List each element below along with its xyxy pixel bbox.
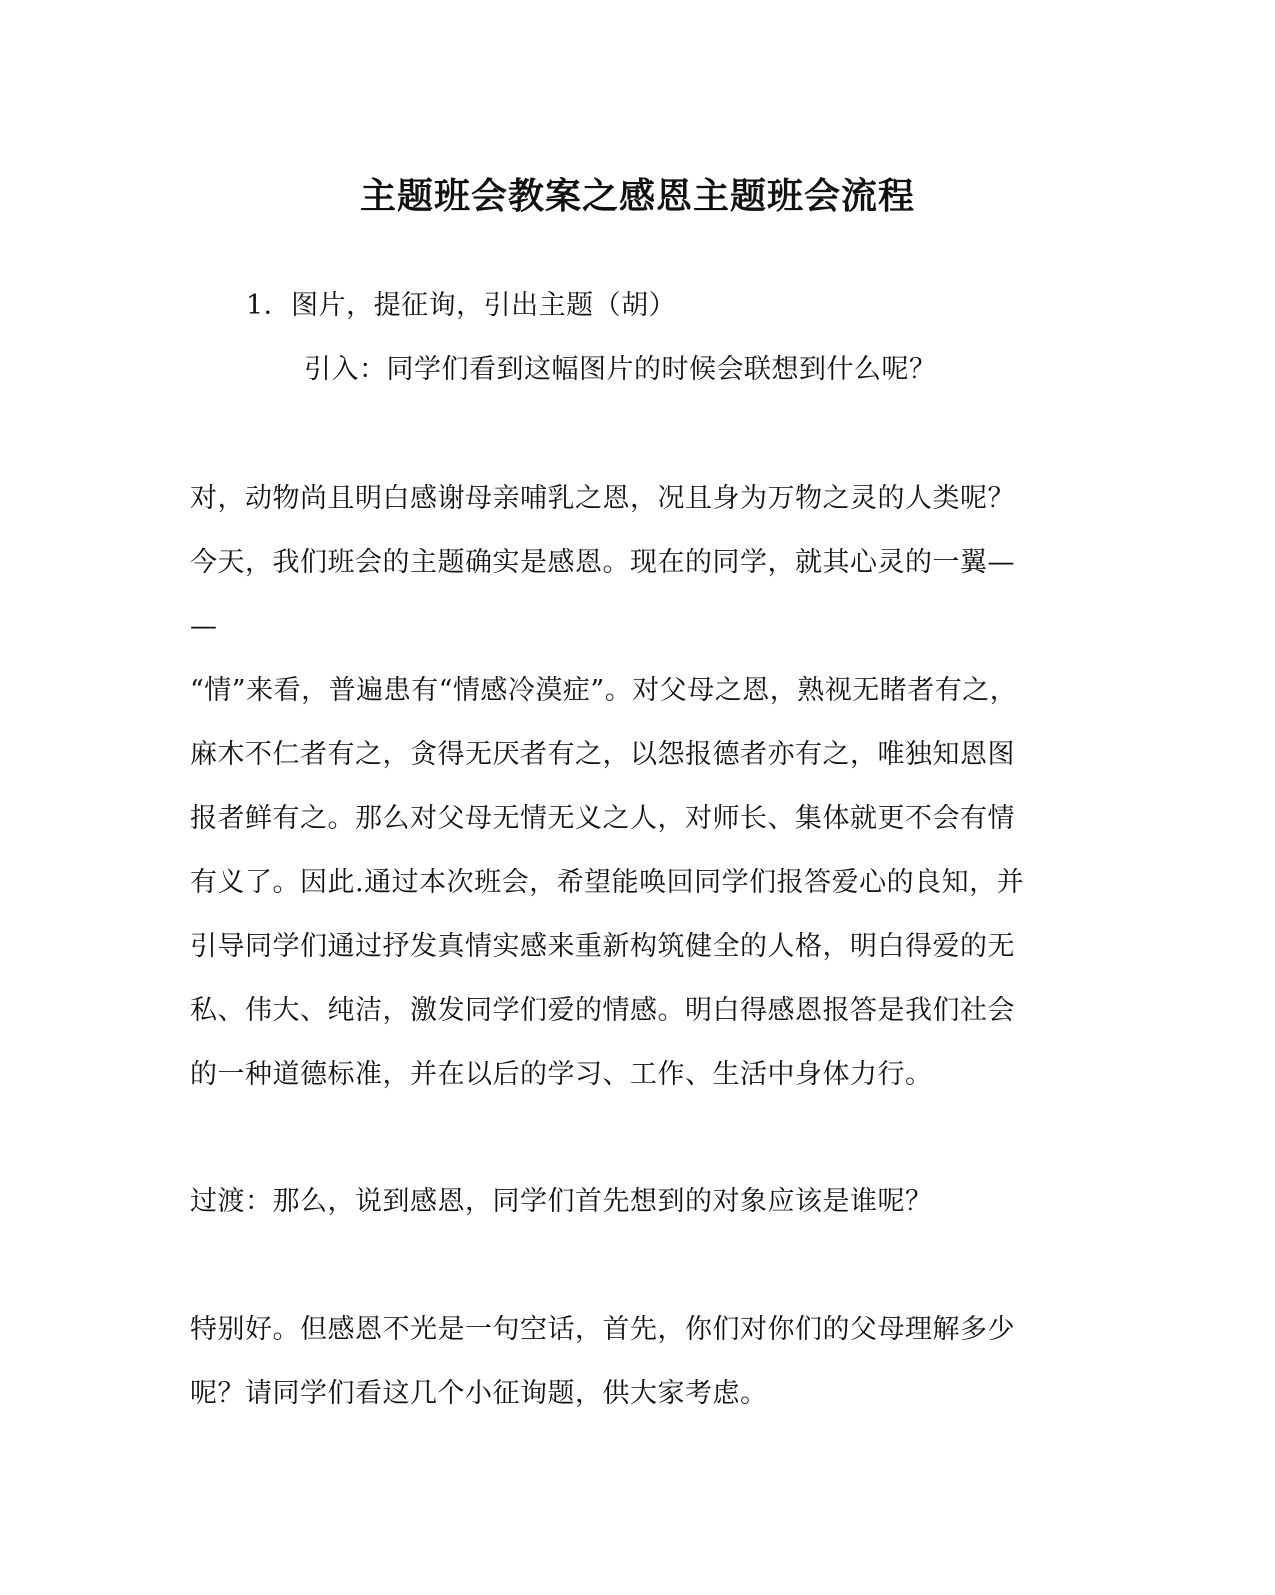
- intro-line: 引入：同学们看到这幅图片的时候会联想到什么呢？: [304, 354, 937, 385]
- paragraph-line: 麻木不仁者有之，贪得无厌者有之，以怨报德者亦有之，唯独知恩图: [190, 739, 1015, 770]
- document-title: 主题班会教案之感恩主题班会流程: [359, 175, 915, 217]
- paragraph-line: 呢？请同学们看这几个小征询题，供大家考虑。: [190, 1378, 768, 1409]
- paragraph-line: 的一种道德标准，并在以后的学习、工作、生活中身体力行。: [190, 1059, 933, 1090]
- paragraph-line: 引导同学们通过抒发真情实感来重新构筑健全的人格，明白得爱的无: [190, 931, 1015, 962]
- paragraph-line: 对，动物尚且明白感谢母亲哺乳之恩，况且身为万物之灵的人类呢？: [190, 483, 1015, 514]
- transition-line: 过渡：那么，说到感恩，同学们首先想到的对象应该是谁呢？: [190, 1186, 933, 1217]
- section-item-1: 1．图片，提征询，引出主题（胡）: [246, 290, 677, 321]
- paragraph-line: 特别好。但感恩不光是一句空话，首先，你们对你们的父母理解多少: [190, 1314, 1015, 1345]
- paragraph-line: 今天，我们班会的主题确实是感恩。现在的同学，就其心灵的一翼—: [190, 547, 1015, 578]
- paragraph-line: 报者鲜有之。那么对父母无情无义之人，对师长、集体就更不会有情: [190, 803, 1015, 834]
- paragraph-line: 有义了。因此.通过本次班会，希望能唤回同学们报答爱心的良知，并: [190, 867, 1025, 898]
- paragraph-line: —: [190, 611, 218, 642]
- paragraph-line: 私、伟大、纯洁，激发同学们爱的情感。明白得感恩报答是我们社会: [190, 995, 1015, 1026]
- paragraph-line: “情”来看，普遍患有“情感冷漠症”。对父母之恩，熟视无睹者有之，: [190, 675, 1018, 706]
